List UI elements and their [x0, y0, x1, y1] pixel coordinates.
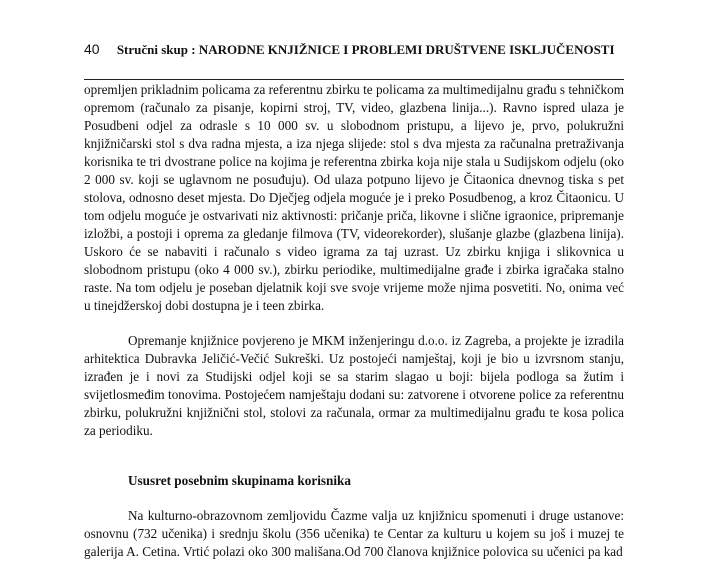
document-body	[84, 81, 624, 561]
body-paragraph: opremljen prikladnim policama za referentnu zbirku te policama za multimedijalnu građu s tehničkom opremom (računalo za pisanje, kopirni stroj, TV, video, glazbena linija...). Ravno ispred ulaza je Posudbeni odjel za odrasle s 10 000 sv. u slobodnom pristupu, a lijevo je, prvo, polukružni knjižničarski stol s dva radna mjesta, a iza njega slijede: stol s dva mjesta za računalna pretraživanja korisnika te tri dvostrane police na kojima je referentna zbirka koja nije stala u Sudijskom odjelu (oko 2 000 sv. koji se uglavnom ne posuđuju). Od ulaza potpuno lijevo je Čitaonica dnevnog tiska s pet stolova, odnosno deset mjesta. Do Dječjeg odjela moguće je i preko Posudbenog, a kroz Čitaonicu. U tom odjelu moguće je ostvarivati niz aktivnosti: pričanje priča, likovne i slične igraonice, pripremanje izložbi, a postoji i oprema za gledanje filmova (TV, videorekorder), slušanje glazbe (glazbena linija). Uskoro će se nabaviti i računalo s video igrama za taj uzrast. Uz zbirku knjiga i slikovnica u slobodnom pristupu (oko 4 000 sv.), zbirku periodike, multimedijalne građe i zbirka igračaka stalno raste. Na tom odjelu je poseban djelatnik koji sve svoje vrijeme može njima posvetiti. No, onima već u tinejdžerskoj dobi dostupna je i teen zbirka.	[84, 82, 624, 313]
running-title: Stručni skup : NARODNE KNJIŽNICE I PROBLEMI DRUŠTVENE ISKLJUČENOSTI	[116, 42, 615, 57]
body-paragraph: Na kulturno-obrazovnom zemljovidu Čazme valja uz knjižnicu spomenuti i druge ustanove: osnovnu (732 učenika) i srednju školu (356 učenika) te Centar za kulturu u kojem su još i muzej te galerija A. Cetina. Vrtić polazi oko 300 mališana.Od 700 članova knjižnice polovica su učenici pa kad	[84, 508, 624, 559]
section-heading: Ususret posebnim skupinama korisnika	[128, 473, 351, 488]
page-header	[84, 40, 624, 59]
header-divider	[84, 79, 624, 80]
body-paragraph: Opremanje knjižnice povjereno je MKM inženjeringu d.o.o. iz Zagreba, a projekte je izradila arhitektica Dubravka Jeličić-Večić Sukreški. Uz postojeći namještaj, koji je bio u izvrsnom stanju, izrađen je i novi za Studijski odjel koji se sa starim slagao u boji: bijela podloga sa žutim i svijetlosmeđim tonovima. Postojećem namještaju dodani su: zatvorene i otvorene police za referentnu zbirku, polukružni knjižnični stol, stolovi za računala, ormar za multimedijalnu građu te kosa polica za periodiku.	[84, 333, 624, 438]
page-number: 40	[84, 41, 100, 57]
